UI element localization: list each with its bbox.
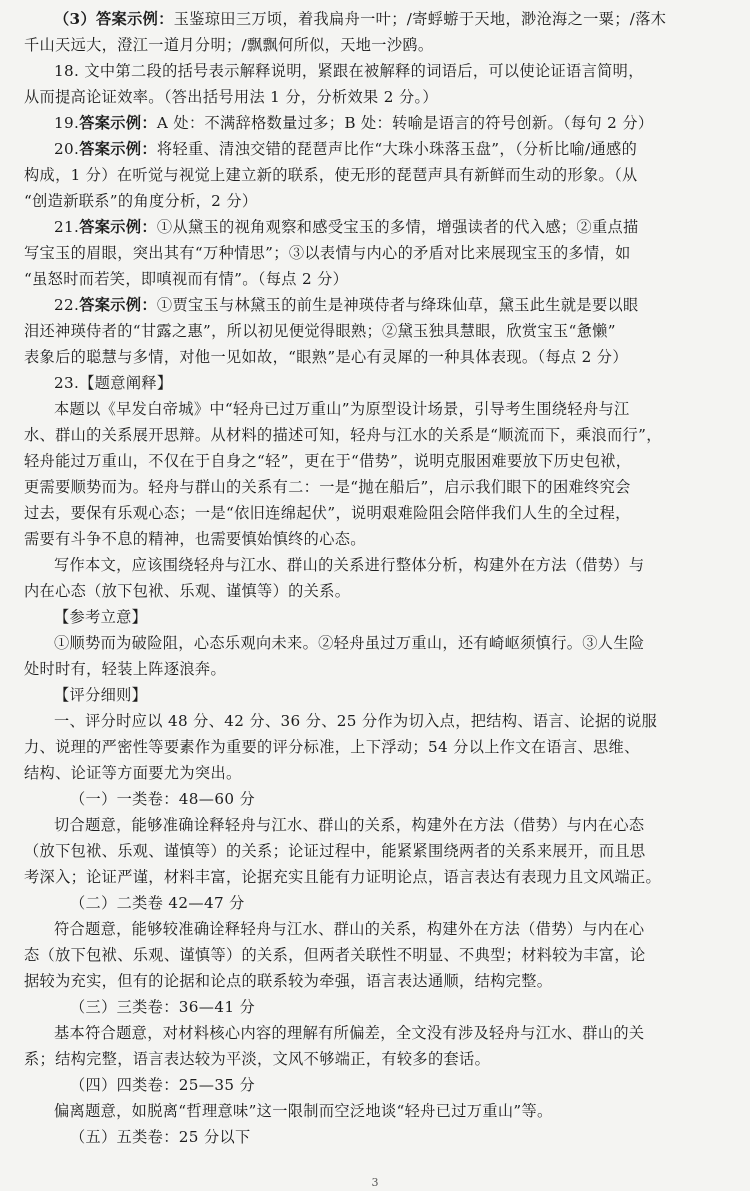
answer-text: A 处：不满辞格数量过多；B 处：转喻是语言的符号创新。（每句 2 分） [156,114,654,132]
section-heading: 【评分细则】 [54,686,148,704]
answer-label: 答案示例： [79,140,157,158]
paragraph-line: 结构、论证等方面要尤为突出。 [24,764,242,782]
answer-line: 18. 文中第二段的括号表示解释说明，紧跟在被解释的词语后，可以使论证语言简明， [54,62,644,80]
question-number: 19. [54,114,80,132]
answer-line: “虽怒时而若笑，即嗔视而有情”。（每点 2 分） [24,270,349,288]
paragraph-line: 处时时有，轻装上阵逐浪奔。 [24,660,226,678]
answer-line [24,214,726,240]
answer-line: 千山天远大，澄江一道月分明；/飘飘何所似，天地一沙鸥。 [24,36,434,54]
paragraph-line: 系；结构完整，语言表达较为平淡，文风不够端正，有较多的套话。 [24,1050,491,1068]
grade-heading: （五）五类卷：25 分以下 [70,1128,251,1146]
answer-line: 从而提高论证效率。（答出括号用法 1 分，分析效果 2 分。） [24,88,438,106]
paragraph-line: 需要有斗争不息的精神，也需要慎始慎终的心态。 [24,530,366,548]
paragraph-line: 本题以《早发白帝城》中“轻舟已过万重山”为原型设计场景，引导考生围绕轻舟与江 [54,400,630,418]
paragraph-line: 符合题意，能够较准确诠释轻舟与江水、群山的关系，构建外在方法（借势）与内在心 [54,920,645,938]
paragraph-line: 水、群山的关系展开思辩。从材料的描述可知，轻舟与江水的关系是“顺流而下，乘浪而行”， [24,426,662,444]
answer-label: 答案示例： [79,296,157,314]
paragraph-line: 偏离题意，如脱离“哲理意味”这一限制而空泛地谈“轻舟已过万重山”等。 [54,1102,553,1120]
answer-text: 玉鉴琼田三万顷，着我扁舟一叶；/寄蜉蝣于天地，渺沧海之一粟；/落木 [173,10,667,28]
paragraph-line: ①顺势而为破险阻，心态乐观向未来。②轻舟虽过万重山，还有崎岖须慎行。③人生险 [54,634,645,652]
paragraph-line: 据较为充实，但有的论据和论点的联系较为牵强，语言表达通顺，结构完整。 [24,972,553,990]
answer-text: ①贾宝玉与林黛玉的前生是神瑛侍者与绛珠仙草，黛玉此生就是要以眼 [156,296,639,314]
answer-line: 泪还神瑛侍者的“甘露之惠”，所以初见便觉得眼熟；②黛玉独具慧眼，欣赏宝玉“惫懒” [24,322,616,340]
paragraph-line: 更需要顺势而为。轻舟与群山的关系有二：一是“抛在船后”，启示我们眼下的困难终究会 [24,478,631,496]
grade-heading: （四）四类卷：25—35 分 [70,1076,256,1094]
paragraph-line: 轻舟能过万重山，不仅在于自身之“轻”，更在于“借势”，说明克服困难要放下历史包袱， [24,452,632,470]
answer-line: “创造新联系”的角度分析，2 分） [24,192,258,210]
answer-text: ①从黛玉的视角观察和感受宝玉的多情，增强读者的代入感；②重点描 [156,218,639,236]
answer-line [24,6,726,32]
paragraph-line: 切合题意，能够准确诠释轻舟与江水、群山的关系，构建外在方法（借势）与内在心态 [54,816,645,834]
answer-line: 构成，1 分）在听觉与视觉上建立新的联系，使无形的琵琶声具有新鲜而生动的形象。（从 [24,166,638,184]
question-number: 21. [54,218,80,236]
question-number: 22. [54,296,80,314]
paragraph-line: 考深入；论证严谨，材料丰富，论据充实且能有力证明论点，语言表达有表现力且文风端正。 [24,868,662,886]
answer-line [24,110,726,136]
answer-line: 表象后的聪慧与多情，对他一见如故，“眼熟”是心有灵犀的一种具体表现。（每点 2 分） [24,348,628,366]
answer-label: （3）答案示例： [54,10,174,28]
answer-text: 将轻重、清浊交错的琵琶声比作“大珠小珠落玉盘”，（分析比喻/通感的 [156,140,638,158]
answer-line [24,136,726,162]
grade-heading: （三）三类卷：36—41 分 [70,998,256,1016]
paragraph-line: 过去，要保有乐观心态；一是“依旧连绵起伏”，说明艰难险阻会陪伴我们人生的全过程， [24,504,631,522]
paragraph-line: 力、说理的严密性等要素作为重要的评分标准，上下浮动；54 分以上作文在语言、思维、 [24,738,640,756]
paragraph-line: （放下包袱、乐观、谨慎等）的关系；论证过程中，能紧紧围绕两者的关系来展开，而且思 [24,842,646,860]
paragraph-line: 一、评分时应以 48 分、42 分、36 分、25 分作为切入点，把结构、语言、论据的说服 [54,712,658,730]
section-heading: 23.【题意阐释】 [54,374,173,392]
answer-label: 答案示例： [79,114,157,132]
answer-line: 写宝玉的眉眼，突出其有“万种情思”；③以表情与内心的矛盾对比来展现宝玉的多情，如 [24,244,631,262]
grade-heading: （二）二类卷 42—47 分 [70,894,245,912]
question-number: 20. [54,140,80,158]
answer-line [24,292,726,318]
paragraph-line: 态（放下包袱、乐观、谨慎等）的关系，但两者关联性不明显、不典型；材料较为丰富，论 [24,946,646,964]
answer-label: 答案示例： [79,218,157,236]
paragraph-line: 内在心态（放下包袱、乐观、谨慎等）的关系。 [24,582,351,600]
paragraph-line: 基本符合题意，对材料核心内容的理解有所偏差，全文没有涉及轻舟与江水、群山的关 [54,1024,645,1042]
section-heading: 【参考立意】 [54,608,148,626]
grade-heading: （一）一类卷：48—60 分 [70,790,256,808]
paragraph-line: 写作本文，应该围绕轻舟与江水、群山的关系进行整体分析，构建外在方法（借势）与 [54,556,645,574]
page-number: 3 [371,1176,379,1189]
